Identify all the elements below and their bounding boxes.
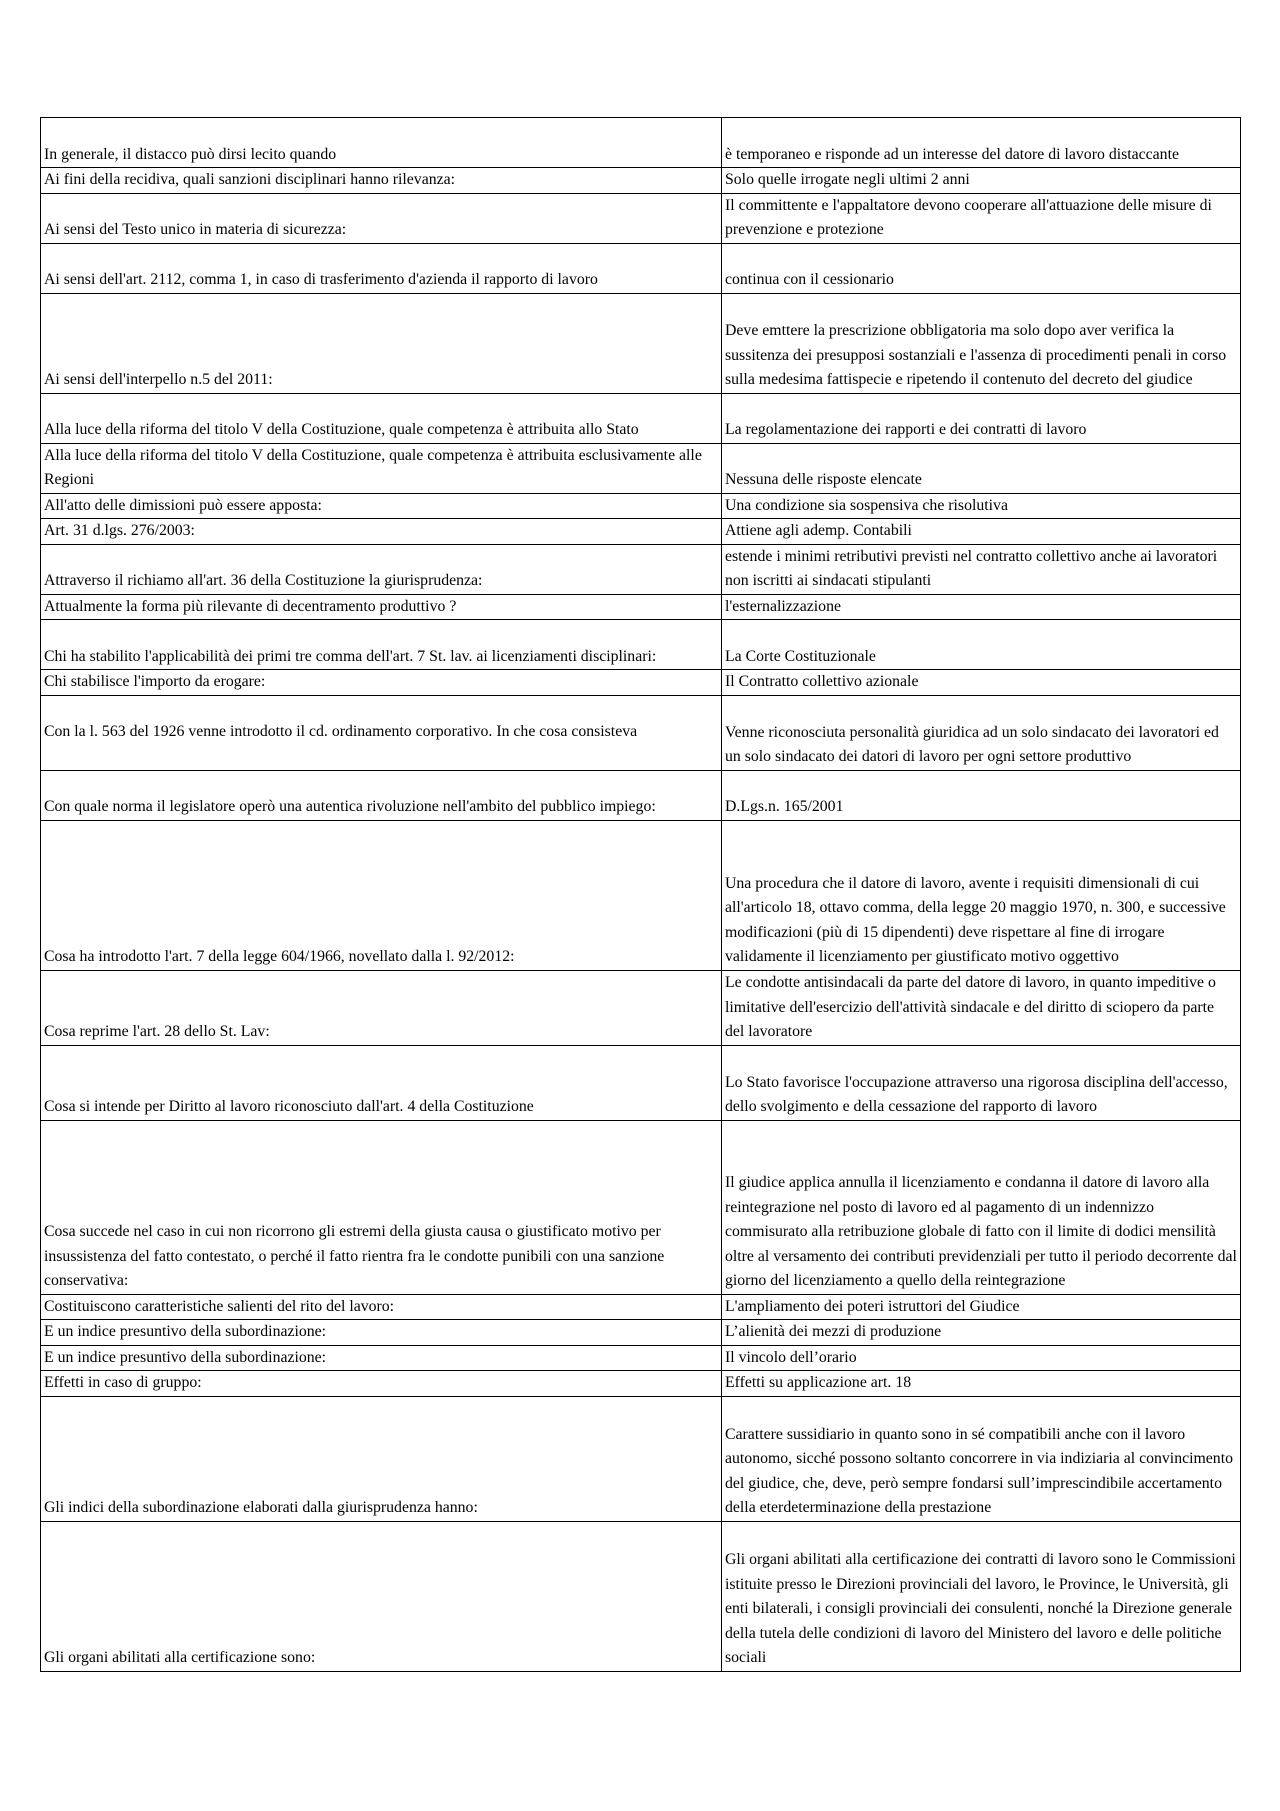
answer-cell: L'ampliamento dei poteri istruttori del Giudice: [722, 1294, 1241, 1320]
table-row: [41, 695, 1241, 770]
answer-cell: Il giudice applica annulla il licenziamento e condanna il datore di lavoro alla reintegrazione nel posto di lavoro ed al pagamento di un indennizzo commisurato alla retribuzione globale di fatto con il limite di dodici mensilità oltre al versamento dei contributi previdenziali per tutto il periodo decorrente dal giorno del licenziamento a quello della reintegrazione: [722, 1120, 1241, 1294]
question-cell: Ai sensi dell'art. 2112, comma 1, in caso di trasferimento d'azienda il rapporto di lavoro: [41, 243, 722, 293]
answer-cell: Solo quelle irrogate negli ultimi 2 anni: [722, 168, 1241, 194]
question-cell: Costituiscono caratteristiche salienti del rito del lavoro:: [41, 1294, 722, 1320]
question-cell: Gli organi abilitati alla certificazione sono:: [41, 1521, 722, 1671]
table-row: [41, 243, 1241, 293]
table-row: [41, 293, 1241, 393]
answer-cell: Gli organi abilitati alla certificazione dei contratti di lavoro sono le Commissioni istituite presso le Direzioni provinciali del lavoro, le Province, le Università, gli enti bilaterali, i consigli provinciali dei consulenti, nonché la Direzione generale della tutela delle condizioni di lavoro del Ministero del lavoro e delle politiche sociali: [722, 1521, 1241, 1671]
question-cell: Cosa reprime l'art. 28 dello St. Lav:: [41, 970, 722, 1045]
answer-cell: estende i minimi retributivi previsti nel contratto collettivo anche ai lavoratori non iscritti ai sindacati stipulanti: [722, 544, 1241, 594]
question-cell: In generale, il distacco può dirsi lecito quando: [41, 118, 722, 168]
answer-cell: Nessuna delle risposte elencate: [722, 443, 1241, 493]
question-cell: Effetti in caso di gruppo:: [41, 1371, 722, 1397]
table-row: [41, 1120, 1241, 1294]
answer-cell: Lo Stato favorisce l'occupazione attraverso una rigorosa disciplina dell'accesso, dello svolgimento e della cessazione del rapporto di lavoro: [722, 1045, 1241, 1120]
question-cell: Ai sensi dell'interpello n.5 del 2011:: [41, 293, 722, 393]
question-cell: Alla luce della riforma del titolo V della Costituzione, quale competenza è attribuita allo Stato: [41, 393, 722, 443]
question-cell: Chi ha stabilito l'applicabilità dei primi tre comma dell'art. 7 St. lav. ai licenziamenti disciplinari:: [41, 620, 722, 670]
answer-cell: Venne riconosciuta personalità giuridica ad un solo sindacato dei lavoratori ed un solo sindacato dei datori di lavoro per ogni settore produttivo: [722, 695, 1241, 770]
table-row: [41, 118, 1241, 168]
answer-cell: La Corte Costituzionale: [722, 620, 1241, 670]
table-row: [41, 544, 1241, 594]
answer-cell: Carattere sussidiario in quanto sono in sé compatibili anche con il lavoro autonomo, sicché possono soltanto concorrere in via indiziaria al convincimento del giudice, che, deve, però sempre fondarsi sull’imprescindibile accertamento della eterdeterminazione della prestazione: [722, 1396, 1241, 1521]
table-row: [41, 970, 1241, 1045]
question-cell: Art. 31 d.lgs. 276/2003:: [41, 519, 722, 545]
question-cell: E un indice presuntivo della subordinazione:: [41, 1345, 722, 1371]
document-sheet: [40, 117, 1240, 1672]
answer-cell: continua con il cessionario: [722, 243, 1241, 293]
table-row: [41, 820, 1241, 970]
question-cell: Con quale norma il legislatore operò una autentica rivoluzione nell'ambito del pubblico impiego:: [41, 770, 722, 820]
question-cell: Attraverso il richiamo all'art. 36 della Costituzione la giurisprudenza:: [41, 544, 722, 594]
answer-cell: Le condotte antisindacali da parte del datore di lavoro, in quanto impeditive o limitative dell'esercizio dell'attività sindacale e del diritto di sciopero da parte del lavoratore: [722, 970, 1241, 1045]
answer-cell: Il Contratto collettivo azionale: [722, 670, 1241, 696]
table-row: [41, 519, 1241, 545]
question-cell: Attualmente la forma più rilevante di decentramento produttivo ?: [41, 594, 722, 620]
answer-cell: Il vincolo dell’orario: [722, 1345, 1241, 1371]
table-row: [41, 594, 1241, 620]
answer-cell: D.Lgs.n. 165/2001: [722, 770, 1241, 820]
question-cell: Alla luce della riforma del titolo V della Costituzione, quale competenza è attribuita esclusivamente alle Regioni: [41, 443, 722, 493]
question-cell: Con la l. 563 del 1926 venne introdotto il cd. ordinamento corporativo. In che cosa consisteva: [41, 695, 722, 770]
question-cell: Ai sensi del Testo unico in materia di sicurezza:: [41, 193, 722, 243]
answer-cell: Una condizione sia sospensiva che risolutiva: [722, 493, 1241, 519]
question-cell: Cosa succede nel caso in cui non ricorrono gli estremi della giusta causa o giustificato motivo per insussistenza del fatto contestato, o perché il fatto rientra fra le condotte punibili con una sanzione conservativa:: [41, 1120, 722, 1294]
table-row: [41, 670, 1241, 696]
answer-cell: Deve emttere la prescrizione obbligatoria ma solo dopo aver verifica la sussitenza dei presupposi sostanziali e l'assenza di procedimenti penali in corso sulla medesima fattispecie e ripetendo il contenuto del decreto del giudice: [722, 293, 1241, 393]
answer-cell: Il committente e l'appaltatore devono cooperare all'attuazione delle misure di prevenzione e protezione: [722, 193, 1241, 243]
question-cell: Gli indici della subordinazione elaborati dalla giurisprudenza hanno:: [41, 1396, 722, 1521]
table-row: [41, 193, 1241, 243]
answer-cell: è temporaneo e risponde ad un interesse del datore di lavoro distaccante: [722, 118, 1241, 168]
answer-cell: l'esternalizzazione: [722, 594, 1241, 620]
question-cell: Chi stabilisce l'importo da erogare:: [41, 670, 722, 696]
question-cell: Ai fini della recidiva, quali sanzioni disciplinari hanno rilevanza:: [41, 168, 722, 194]
answer-cell: Attiene agli ademp. Contabili: [722, 519, 1241, 545]
question-cell: E un indice presuntivo della subordinazione:: [41, 1320, 722, 1346]
table-row: [41, 168, 1241, 194]
table-row: [41, 1371, 1241, 1397]
question-cell: Cosa ha introdotto l'art. 7 della legge 604/1966, novellato dalla l. 92/2012:: [41, 820, 722, 970]
table-row: [41, 1521, 1241, 1671]
answer-cell: L’alienità dei mezzi di produzione: [722, 1320, 1241, 1346]
table-row: [41, 1396, 1241, 1521]
table-row: [41, 493, 1241, 519]
question-cell: Cosa si intende per Diritto al lavoro riconosciuto dall'art. 4 della Costituzione: [41, 1045, 722, 1120]
table-row: [41, 1045, 1241, 1120]
table-row: [41, 1320, 1241, 1346]
answer-cell: Effetti su applicazione art. 18: [722, 1371, 1241, 1397]
table-row: [41, 1345, 1241, 1371]
table-row: [41, 620, 1241, 670]
qa-table: [40, 117, 1241, 1672]
question-cell: All'atto delle dimissioni può essere apposta:: [41, 493, 722, 519]
table-row: [41, 393, 1241, 443]
table-row: [41, 443, 1241, 493]
answer-cell: Una procedura che il datore di lavoro, avente i requisiti dimensionali di cui all'articolo 18, ottavo comma, della legge 20 maggio 1970, n. 300, e successive modificazioni (più di 15 dipendenti) deve rispettare al fine di irrogare validamente il licenziamento per giustificato motivo oggettivo: [722, 820, 1241, 970]
table-row: [41, 770, 1241, 820]
table-row: [41, 1294, 1241, 1320]
answer-cell: La regolamentazione dei rapporti e dei contratti di lavoro: [722, 393, 1241, 443]
